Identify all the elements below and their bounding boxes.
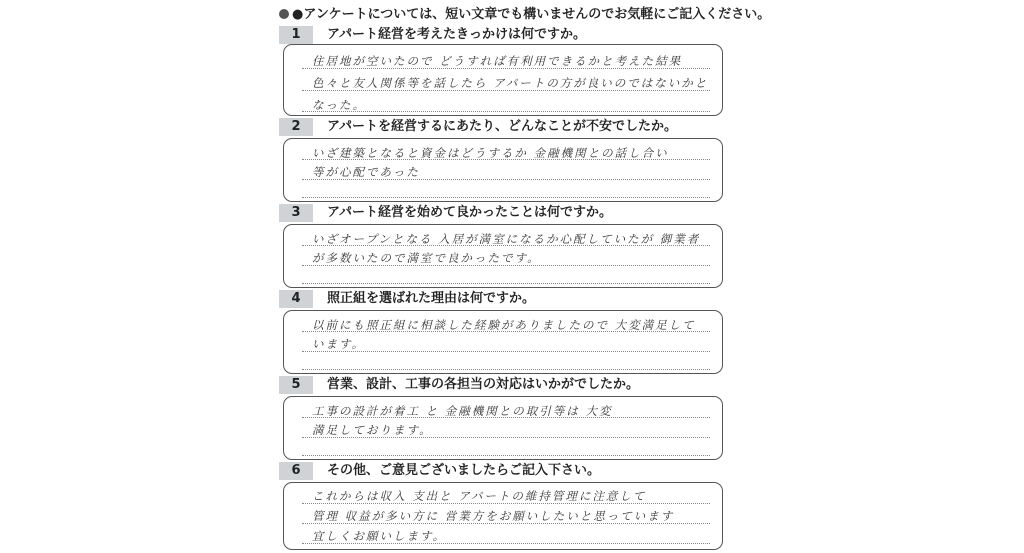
answer-box [283,224,723,288]
question-header [279,26,725,44]
answer-box [283,482,723,550]
ruled-line [302,369,710,370]
question-section-5 [279,376,725,437]
handwritten-answer-line: 管理 収益が多い方に 営業方をお願いしたいと思っています [312,509,675,523]
handwritten-answer-line: が多数いたので満室で良かったです。 [312,251,541,265]
question-number: 1 [279,26,313,44]
handwritten-answer-line: 満足しております。 [312,423,433,437]
handwritten-answer-line: なった。 [312,98,366,112]
question-text: 営業、設計、工事の各担当の対応はいかがでしたか。 [327,377,640,392]
question-section-1 [279,26,725,112]
answer-box [283,396,723,460]
handwritten-answer-line: 以前にも照正組に相談した経験がありましたので 大変満足して [312,318,696,332]
question-section-4 [279,290,725,351]
handwritten-answer-line: いざ建築となると資金はどうするか 金融機関との話し合い [312,146,669,160]
handwritten-answer-line: 工事の設計が着工 と 金融機関との取引等は 大変 [312,404,613,418]
question-number: 5 [279,376,313,394]
question-text: アパート経営を考えたきっかけは何ですか。 [327,27,586,42]
question-section-2 [279,118,725,179]
question-number: 3 [279,204,313,222]
question-header [279,118,725,136]
question-header [279,290,725,308]
handwritten-answer-line: 等が心配であった [312,165,420,179]
ruled-line [302,455,710,456]
handwritten-answer-line: 住居地が空いたので どうすれば有利用できるかと考えた結果 [312,54,683,68]
question-number: 6 [279,462,313,480]
handwritten-answer-line: これからは収入 支出と アパートの維持管理に注意して [312,489,647,503]
handwritten-answer-line: います。 [312,337,366,351]
answer-box [283,138,723,202]
question-text: その他、ご意見ございましたらご記入下さい。 [327,463,601,478]
ruled-line [302,197,710,198]
question-number: 2 [279,118,313,136]
question-section-3 [279,204,725,265]
handwritten-answer-line: 色々と友人関係等を話したら アパートの方が良いのではないかと [312,76,709,90]
question-header [279,204,725,222]
answer-box [283,44,723,116]
answer-box [283,310,723,374]
question-number: 4 [279,290,313,308]
intro-text: ●アンケートについては、短い文章でも構いませんのでお気軽にご記入ください。 [292,7,771,22]
question-header [279,462,725,480]
question-text: 照正組を選ばれた理由は何ですか。 [327,291,536,306]
intro-note [279,3,770,22]
bullet-icon [279,9,289,19]
handwritten-answer-line: いざオープンとなる 入居が満室になるか心配していたが 御業者 [312,232,701,246]
handwritten-answer-line: 宜しくお願いします。 [312,529,447,543]
ruled-line [302,283,710,284]
question-section-6 [279,462,725,543]
question-text: アパートを経営するにあたり、どんなことが不安でしたか。 [327,119,677,134]
question-text: アパート経営を始めて良かったことは何ですか。 [327,205,612,220]
question-header [279,376,725,394]
